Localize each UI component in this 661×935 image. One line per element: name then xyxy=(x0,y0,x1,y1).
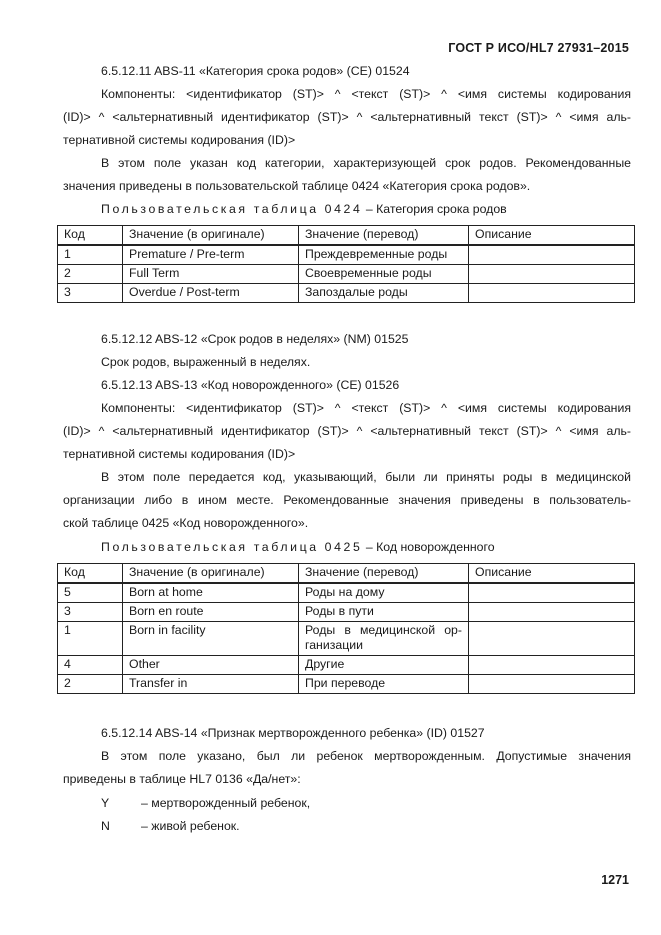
header-cell: Значение (в оригинале) xyxy=(123,226,299,246)
description-line-2: организации либо в ином месте. Рекомендованные значения приведены в пользователь- xyxy=(63,493,631,507)
description-cell xyxy=(469,265,635,284)
section-title-abs14: 6.5.12.14 ABS-14 «Признак мертворожденного ребенка» (ID) 01527 xyxy=(101,726,485,740)
description-line-2: значения приведены в пользовательской таблице 0424 «Категория срока родов». xyxy=(63,179,531,193)
table-row xyxy=(58,656,635,675)
translated-value-cell xyxy=(299,622,469,656)
header-cell: Значение (в оригинале) xyxy=(123,564,299,584)
caption-label: Пользовательская таблица 0425 xyxy=(101,540,363,554)
description-cell xyxy=(469,245,635,265)
original-value-cell: Born at home xyxy=(123,583,299,603)
code-cell: 3 xyxy=(58,603,123,622)
list-item-text: – мертворожденный ребенок, xyxy=(141,796,311,810)
components-line-3: тернативной системы кодирования (ID)> xyxy=(63,447,296,461)
original-value-cell: Other xyxy=(123,656,299,675)
original-value-cell: Born en route xyxy=(123,603,299,622)
translated-value-cell: Роды в пути xyxy=(299,603,469,622)
caption-title: – Категория срока родов xyxy=(365,202,507,216)
list-item xyxy=(101,796,310,810)
description-cell xyxy=(469,583,635,603)
table-row xyxy=(58,265,635,284)
table-0424 xyxy=(57,225,635,303)
code-cell: 5 xyxy=(58,583,123,603)
table-caption-0424 xyxy=(101,202,631,216)
components-line-2: (ID)> ^ <альтернативный идентификатор (ST)> ^ <альтернативный текст (ST)> ^ <имя аль- xyxy=(63,110,631,124)
description-line-1: В этом поле указан код категории, характеризующей срок родов. Рекомендованные xyxy=(101,156,631,170)
standard-header: ГОСТ Р ИСО/HL7 27931–2015 xyxy=(448,41,629,55)
list-item-key: N xyxy=(101,819,110,833)
section-title-abs11: 6.5.12.11 ABS-11 «Категория срока родов» (CE) 01524 xyxy=(101,64,410,78)
translated-value-cell: Роды на дому xyxy=(299,583,469,603)
table-row xyxy=(58,622,635,656)
table-row xyxy=(58,675,635,694)
header-cell: Значение (перевод) xyxy=(299,226,469,246)
table-row xyxy=(58,245,635,265)
code-cell: 2 xyxy=(58,265,123,284)
list-item-text: – живой ребенок. xyxy=(141,819,240,833)
section-title-abs12: 6.5.12.12 ABS-12 «Срок родов в неделях» (NM) 01525 xyxy=(101,332,409,346)
page-number: 1271 xyxy=(601,873,629,887)
components-line-2: (ID)> ^ <альтернативный идентификатор (ST)> ^ <альтернативный текст (ST)> ^ <имя аль- xyxy=(63,424,631,438)
table-header-row xyxy=(58,226,635,246)
description-cell xyxy=(469,603,635,622)
description-cell xyxy=(469,675,635,694)
table-caption-0425 xyxy=(101,540,631,554)
header-cell: Описание xyxy=(469,226,635,246)
description-line-1: В этом поле передается код, указывающий, были ли приняты роды в медицинской xyxy=(101,470,631,484)
header-cell: Описание xyxy=(469,564,635,584)
code-cell: 1 xyxy=(58,622,123,656)
original-value-cell: Premature / Pre-term xyxy=(123,245,299,265)
code-cell: 3 xyxy=(58,284,123,303)
description-cell xyxy=(469,656,635,675)
original-value-cell: Overdue / Post-term xyxy=(123,284,299,303)
description-cell xyxy=(469,622,635,656)
table-row xyxy=(58,284,635,303)
section-title-abs13: 6.5.12.13 ABS-13 «Код новорожденного» (CE) 01526 xyxy=(101,378,400,392)
description-cell xyxy=(469,284,635,303)
code-cell: 1 xyxy=(58,245,123,265)
translated-value-cell: Запоздалые роды xyxy=(299,284,469,303)
description-line-2: приведены в таблице HL7 0136 «Да/нет»: xyxy=(63,772,301,786)
translated-value-line-2: ганизации xyxy=(305,638,363,652)
translated-value-cell: Преждевременные роды xyxy=(299,245,469,265)
caption-label: Пользовательская таблица 0424 xyxy=(101,202,363,216)
caption-title: – Код новорожденного xyxy=(365,540,495,554)
header-cell: Код xyxy=(58,226,123,246)
code-cell: 2 xyxy=(58,675,123,694)
list-item-key: Y xyxy=(101,796,110,810)
list-item xyxy=(101,819,240,833)
components-line-1: Компоненты: <идентификатор (ST)> ^ <текст (ST)> ^ <имя системы кодирования xyxy=(101,401,631,415)
code-cell: 4 xyxy=(58,656,123,675)
header-cell: Код xyxy=(58,564,123,584)
table-header-row xyxy=(58,564,635,584)
components-line-1: Компоненты: <идентификатор (ST)> ^ <текст (ST)> ^ <имя системы кодирования xyxy=(101,87,631,101)
original-value-cell: Born in facility xyxy=(123,622,299,656)
translated-value-cell: При переводе xyxy=(299,675,469,694)
description-line-1: В этом поле указано, был ли ребенок мертворожденным. Допустимые значения xyxy=(101,749,631,763)
table-row xyxy=(58,583,635,603)
header-cell: Значение (перевод) xyxy=(299,564,469,584)
translated-value-cell: Своевременные роды xyxy=(299,265,469,284)
table-row xyxy=(58,603,635,622)
section-description-abs12: Срок родов, выраженный в неделях. xyxy=(101,355,311,369)
components-line-3: тернативной системы кодирования (ID)> xyxy=(63,133,296,147)
translated-value-line-1: Роды в медицинской ор- xyxy=(305,623,462,637)
description-line-3: ской таблице 0425 «Код новорожденного». xyxy=(63,516,309,530)
original-value-cell: Full Term xyxy=(123,265,299,284)
original-value-cell: Transfer in xyxy=(123,675,299,694)
translated-value-cell: Другие xyxy=(299,656,469,675)
table-0425 xyxy=(57,563,635,694)
